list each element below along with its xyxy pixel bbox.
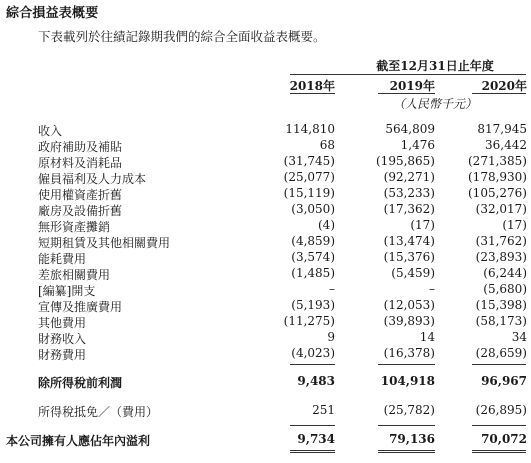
- value-2020: (271,385): [468, 154, 527, 168]
- value-2019: 79,136: [389, 432, 435, 446]
- row-label: 差旅相關費用: [38, 268, 111, 282]
- value-2019: (12,053): [383, 298, 435, 312]
- value-2019: (195,865): [376, 154, 435, 168]
- value-2020: (23,893): [475, 250, 527, 264]
- value-2018: 114,810: [285, 122, 335, 136]
- value-2018: (3,574): [291, 250, 335, 264]
- value-2019: (25,782): [383, 403, 435, 417]
- double-rule-2019: [378, 450, 435, 453]
- section-title: 綜合損益表概要: [6, 6, 99, 21]
- value-2020: 817,945: [477, 122, 527, 136]
- total-rule-2020: [472, 425, 526, 426]
- value-2019: 1,476: [400, 138, 435, 152]
- double-rule-2020: [472, 450, 526, 453]
- table-row: [0, 122, 531, 138]
- value-2018: 68: [319, 138, 335, 152]
- value-2018: –: [329, 282, 335, 296]
- value-2018: (3,050): [291, 202, 335, 216]
- table-row: [0, 154, 531, 170]
- value-2018: (15,119): [283, 186, 335, 200]
- row-label: 政府補助及補貼: [38, 140, 123, 154]
- subtotal-rule-2018: [290, 364, 335, 365]
- value-2020: (58,173): [475, 314, 527, 328]
- value-2019: (5,459): [391, 266, 435, 280]
- period-header: 截至12月31日止年度: [376, 59, 494, 73]
- table-row: [0, 138, 531, 154]
- value-2020: (178,930): [468, 170, 527, 184]
- row-label: 本公司擁有人應佔年內溢利: [6, 434, 151, 448]
- value-2020: (105,276): [468, 186, 527, 200]
- table-row: [0, 218, 531, 234]
- year-rule-2018: [290, 93, 335, 94]
- value-2019: (15,376): [383, 250, 435, 264]
- value-2019: (92,271): [383, 170, 435, 184]
- value-2019: (16,378): [383, 346, 435, 360]
- table-row: [0, 234, 531, 250]
- total-rule-2019: [378, 425, 435, 426]
- value-2018: (4,859): [291, 234, 335, 248]
- table-row: [0, 250, 531, 266]
- row-label: 所得稅抵免／（費用）: [38, 405, 159, 419]
- table-row: [0, 170, 531, 186]
- row-label: 宣傳及推廣費用: [38, 300, 123, 314]
- table-row: [0, 282, 531, 298]
- value-2019: (17,362): [383, 202, 435, 216]
- intro-text: 下表載列於往績記錄期我們的綜合全面收益表概要。: [38, 29, 326, 44]
- value-2019: 564,809: [385, 122, 435, 136]
- value-2020: (26,895): [475, 403, 527, 417]
- value-2018: 9,483: [297, 374, 335, 388]
- row-label: [編纂]開支: [38, 284, 96, 298]
- value-2020: 34: [511, 330, 527, 344]
- value-2018: (1,485): [291, 266, 335, 280]
- unit-label: （人民幣千元）: [392, 97, 477, 111]
- value-2019: 104,918: [380, 374, 435, 388]
- value-2019: –: [429, 282, 435, 296]
- value-2018: (4): [318, 218, 335, 232]
- value-2019: (53,233): [383, 186, 435, 200]
- value-2020: 96,967: [481, 374, 527, 388]
- row-label: 除所得稅前利潤: [38, 376, 123, 390]
- value-2018: (31,745): [283, 154, 335, 168]
- table-row: [0, 314, 531, 330]
- value-2018: 9: [327, 330, 335, 344]
- value-2019: (17): [410, 218, 435, 232]
- row-label: 其他費用: [38, 316, 87, 330]
- table-row: [0, 202, 531, 218]
- year-header-2018: 2018年: [289, 79, 335, 93]
- value-2020: (32,017): [475, 202, 527, 216]
- value-2018: (11,275): [283, 314, 335, 328]
- row-label: 能耗費用: [38, 252, 87, 266]
- year-header-2020: 2020年: [481, 79, 527, 93]
- table-row: [0, 298, 531, 314]
- value-2019: 14: [419, 330, 435, 344]
- profit-before-tax-row: [0, 374, 531, 390]
- row-label: 短期租賃及其他相關費用: [38, 236, 171, 250]
- table-row: [0, 346, 531, 362]
- subtotal-rule-2020: [472, 364, 526, 365]
- year-header-2019: 2019年: [389, 79, 435, 93]
- double-rule-2018: [290, 450, 335, 453]
- value-2020: (17): [502, 218, 527, 232]
- income-tax-row: [0, 403, 531, 419]
- row-label: 收入: [38, 124, 63, 138]
- subtotal-rule-2019: [378, 364, 435, 365]
- value-2020: 70,072: [481, 432, 527, 446]
- row-label: 僱員福利及人力成本: [38, 172, 147, 186]
- period-header-rule: [290, 74, 526, 75]
- year-rule-2019: [378, 93, 435, 94]
- year-rule-2020: [472, 93, 526, 94]
- value-2018: (4,023): [291, 346, 335, 360]
- value-2019: (39,893): [383, 314, 435, 328]
- row-label: 財務收入: [38, 332, 87, 346]
- value-2019: (13,474): [383, 234, 435, 248]
- row-label: 廠房及設備折舊: [38, 204, 123, 218]
- net-profit-row: [0, 432, 527, 448]
- row-label: 財務費用: [38, 348, 87, 362]
- table-row: [0, 186, 531, 202]
- row-label: 使用權資產折舊: [38, 188, 123, 202]
- value-2018: 9,734: [297, 432, 335, 446]
- value-2020: (5,680): [483, 282, 527, 296]
- row-label: 原材料及消耗品: [38, 156, 123, 170]
- row-label: 無形資產攤銷: [38, 220, 111, 234]
- value-2020: (28,659): [475, 346, 527, 360]
- value-2018: (25,077): [283, 170, 335, 184]
- value-2020: 36,442: [485, 138, 527, 152]
- total-rule-2018: [290, 425, 335, 426]
- table-row: [0, 330, 531, 346]
- value-2020: (31,762): [475, 234, 527, 248]
- value-2018: 251: [312, 403, 335, 417]
- value-2020: (15,398): [475, 298, 527, 312]
- value-2018: (5,193): [291, 298, 335, 312]
- value-2020: (6,244): [483, 266, 527, 280]
- table-row: [0, 266, 531, 282]
